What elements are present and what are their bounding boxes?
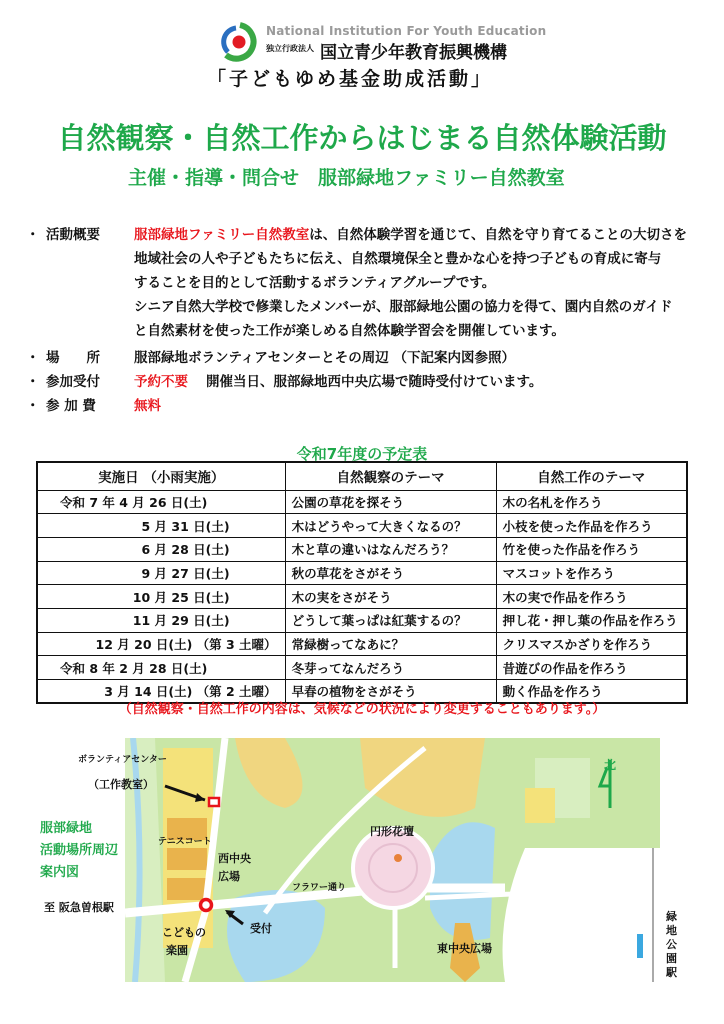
schedule-table bbox=[36, 461, 688, 704]
north-label: 北 bbox=[604, 758, 617, 772]
org-name-en: National Institution For Youth Education bbox=[266, 24, 547, 38]
cell-craft: 押し花・押し葉の作品を作ろう bbox=[496, 608, 687, 632]
park-map bbox=[125, 738, 660, 982]
map-caption-line: 服部緑地 bbox=[40, 821, 93, 836]
map-label-volunteer-center: ボランティアセンター bbox=[78, 755, 167, 765]
info-reception bbox=[26, 370, 134, 390]
reception-label: 参加受付 bbox=[46, 374, 100, 390]
org-prefix: 独立行政法人 bbox=[266, 44, 314, 53]
map-label-kids-park: 楽園 bbox=[166, 944, 188, 957]
cell-observation: どうして葉っぱは紅葉するの？ bbox=[285, 608, 496, 632]
fund-label: 「子どもゆめ基金助成活動」 bbox=[207, 68, 494, 90]
map-label-flower-street: フラワー通り bbox=[292, 883, 347, 893]
reception-highlight: 予約不要 bbox=[134, 374, 188, 390]
overview-highlight: 服部緑地ファミリー自然教室 bbox=[134, 227, 310, 243]
map-caption-line: 活動場所周辺 bbox=[40, 843, 119, 858]
overview-line: と自然素材を使った工作が楽しめる自然体験学習会を開催しています。 bbox=[134, 323, 565, 339]
info-fee bbox=[26, 394, 134, 414]
page-subtitle: 主催・指導・問合せ 服部緑地ファミリー自然教室 bbox=[128, 167, 565, 189]
cell-craft: 小枝を使った作品を作ろう bbox=[496, 514, 687, 538]
overview-label: 活動概要 bbox=[46, 227, 100, 243]
cell-observation: 公園の草花を探そう bbox=[285, 490, 496, 514]
cell-observation: 早春の植物をさがそう bbox=[285, 680, 496, 704]
cell-date: 10 月 25 日(土) bbox=[37, 585, 285, 609]
cell-craft: マスコットを作ろう bbox=[496, 561, 687, 585]
cell-observation: 木はどうやって大きくなるの？ bbox=[285, 514, 496, 538]
fee-text: 無料 bbox=[134, 398, 161, 414]
cell-date: 5 月 31 日(土) bbox=[37, 514, 285, 538]
table-row bbox=[37, 514, 687, 538]
table-row bbox=[37, 537, 687, 561]
map-label-reception: 受付 bbox=[250, 922, 272, 935]
cell-craft: 木の実で作品を作ろう bbox=[496, 585, 687, 609]
map-label-tennis: テニスコート bbox=[158, 837, 212, 847]
cell-date: 9 月 27 日(土) bbox=[37, 561, 285, 585]
map-label-kids-park: こどもの bbox=[162, 926, 206, 939]
cell-date: 11 月 29 日(土) bbox=[37, 608, 285, 632]
map-label-circle-garden: 円形花壇 bbox=[370, 825, 414, 838]
cell-craft: クリスマスかざりを作ろう bbox=[496, 632, 687, 656]
cell-craft: 竹を使った作品を作ろう bbox=[496, 537, 687, 561]
cell-date: 令和 7 年 4 月 26 日(土) bbox=[37, 490, 285, 514]
cell-observation: 木と草の違いはなんだろう？ bbox=[285, 537, 496, 561]
table-header-row bbox=[37, 462, 687, 490]
schedule-note: （自然観察・自然工作の内容は、気候などの状況により変更することもあります。） bbox=[118, 702, 606, 717]
map-label-west-plaza: 広場 bbox=[218, 870, 240, 883]
table-row bbox=[37, 490, 687, 514]
overview-line bbox=[134, 223, 687, 243]
map-label-workshop: （工作教室） bbox=[88, 778, 154, 791]
map-label-to-station: 至 阪急曽根駅 bbox=[44, 901, 114, 914]
cell-craft: 昔遊びの作品を作ろう bbox=[496, 656, 687, 680]
cell-craft: 木の名札を作ろう bbox=[496, 490, 687, 514]
header-craft: 自然工作のテーマ bbox=[496, 462, 687, 490]
map-label-west-plaza: 西中央 bbox=[218, 852, 251, 865]
reception-text: 開催当日、服部緑地西中央広場で随時受付けています。 bbox=[206, 374, 543, 390]
cell-date: 令和 8 年 2 月 28 日(土) bbox=[37, 656, 285, 680]
cell-date: 12 月 20 日(土) （第 3 土曜） bbox=[37, 632, 285, 656]
place-text: 服部緑地ボランティアセンターとその周辺 （下記案内図参照） bbox=[134, 350, 515, 366]
table-row bbox=[37, 585, 687, 609]
reception-line bbox=[134, 370, 542, 390]
map-label-station: 緑地公園駅 bbox=[666, 910, 677, 979]
page-title: 自然観察・自然工作からはじまる自然体験活動 bbox=[57, 121, 667, 155]
table-row bbox=[37, 632, 687, 656]
table-row bbox=[37, 608, 687, 632]
overview-line: シニア自然大学校で修業したメンバーが、服部緑地公園の協力を得て、園内自然のガイド bbox=[134, 299, 673, 315]
bullet: ・ bbox=[26, 398, 40, 414]
cell-observation: 木の実をさがそう bbox=[285, 585, 496, 609]
overview-line: することを目的として活動するボランティアグループです。 bbox=[134, 275, 496, 291]
cell-date: 6 月 28 日(土) bbox=[37, 537, 285, 561]
bullet: ・ bbox=[26, 227, 40, 243]
bullet: ・ bbox=[26, 350, 40, 366]
schedule-title: 令和7年度の予定表 bbox=[296, 445, 428, 463]
map-caption bbox=[40, 818, 118, 884]
bullet: ・ bbox=[26, 374, 40, 390]
fee-label: 参 加 費 bbox=[46, 398, 96, 414]
map-caption-line: 案内図 bbox=[40, 865, 80, 880]
header-observation: 自然観察のテーマ bbox=[285, 462, 496, 490]
cell-craft: 動く作品を作ろう bbox=[496, 680, 687, 704]
overview-line: 地域社会の人や子どもたちに伝え、自然環境保全と豊かな心を持つ子どもの育成に寄与 bbox=[134, 251, 662, 267]
table-row bbox=[37, 656, 687, 680]
logo-icon bbox=[218, 22, 260, 62]
cell-date: 3 月 14 日(土) （第 2 土曜） bbox=[37, 680, 285, 704]
overview-text: は、自然体験学習を通じて、自然を守り育てることの大切さを bbox=[309, 227, 687, 243]
place-label: 場 所 bbox=[46, 350, 100, 366]
cell-observation: 秋の草花をさがそう bbox=[285, 561, 496, 585]
org-name-jp: 国立青少年教育振興機構 bbox=[320, 43, 507, 63]
header-date: 実施日 （小雨実施） bbox=[37, 462, 285, 490]
table-row bbox=[37, 561, 687, 585]
map-label-east-plaza: 東中央広場 bbox=[437, 942, 492, 955]
info-place bbox=[26, 346, 134, 366]
cell-observation: 冬芽ってなんだろう bbox=[285, 656, 496, 680]
cell-observation: 常緑樹ってなあに？ bbox=[285, 632, 496, 656]
info-overview bbox=[26, 223, 134, 243]
